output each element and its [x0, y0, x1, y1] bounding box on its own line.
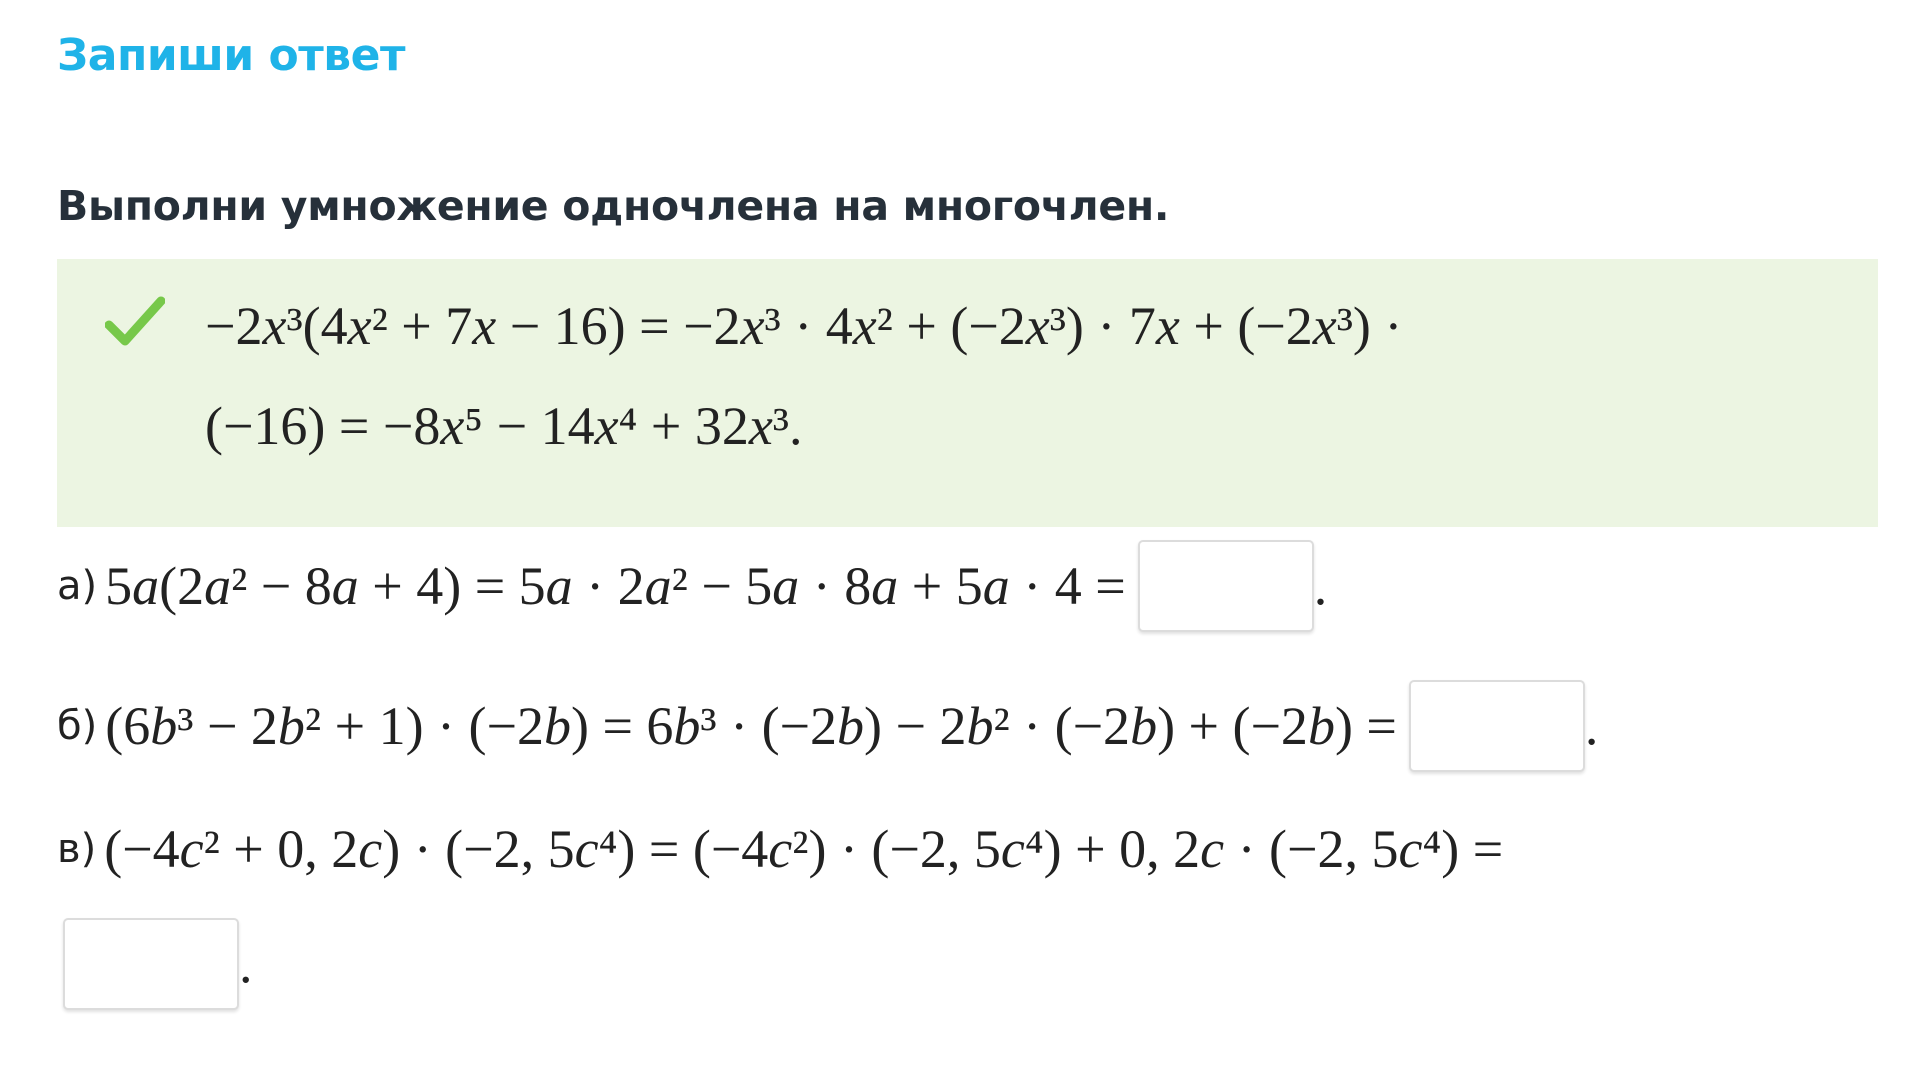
example-line-1: −2x³(4x² + 7x − 16) = −2x³ · 4x² + (−2x³) · 7x + (−2x³) ·	[205, 296, 1403, 356]
example-line-2: (−16) = −8x⁵ − 14x⁴ + 32x³.	[205, 396, 803, 456]
page-title: Запиши ответ	[57, 30, 405, 81]
task-instruction: Выполни умножение одночлена на многочлен.	[57, 182, 1170, 230]
check-icon	[105, 293, 165, 353]
sentence-period: .	[1584, 696, 1599, 756]
task-a	[57, 540, 1327, 632]
answer-input-c[interactable]	[63, 918, 239, 1010]
sentence-period: .	[1313, 556, 1328, 616]
answer-input-b[interactable]	[1409, 680, 1585, 772]
task-c	[57, 818, 1503, 880]
sentence-period: .	[239, 934, 253, 994]
task-label: б)	[57, 703, 98, 749]
task-b	[57, 680, 1598, 772]
answer-input-a[interactable]	[1138, 540, 1314, 632]
task-expression: (−4c² + 0, 2c) · (−2, 5c⁴) = (−4c²) · (−2, 5c⁴) + 0, 2c · (−2, 5c⁴) =	[104, 819, 1504, 879]
task-expression: 5a(2a² − 8a + 4) = 5a · 2a² − 5a · 8a + 5a · 4 =	[105, 556, 1126, 616]
task-c-answer-row	[63, 918, 253, 1010]
solved-example-box	[57, 259, 1878, 527]
task-expression: (6b³ − 2b² + 1) · (−2b) = 6b³ · (−2b) − 2b² · (−2b) + (−2b) =	[105, 696, 1397, 756]
task-label: в)	[57, 826, 97, 872]
task-label: а)	[57, 563, 98, 609]
